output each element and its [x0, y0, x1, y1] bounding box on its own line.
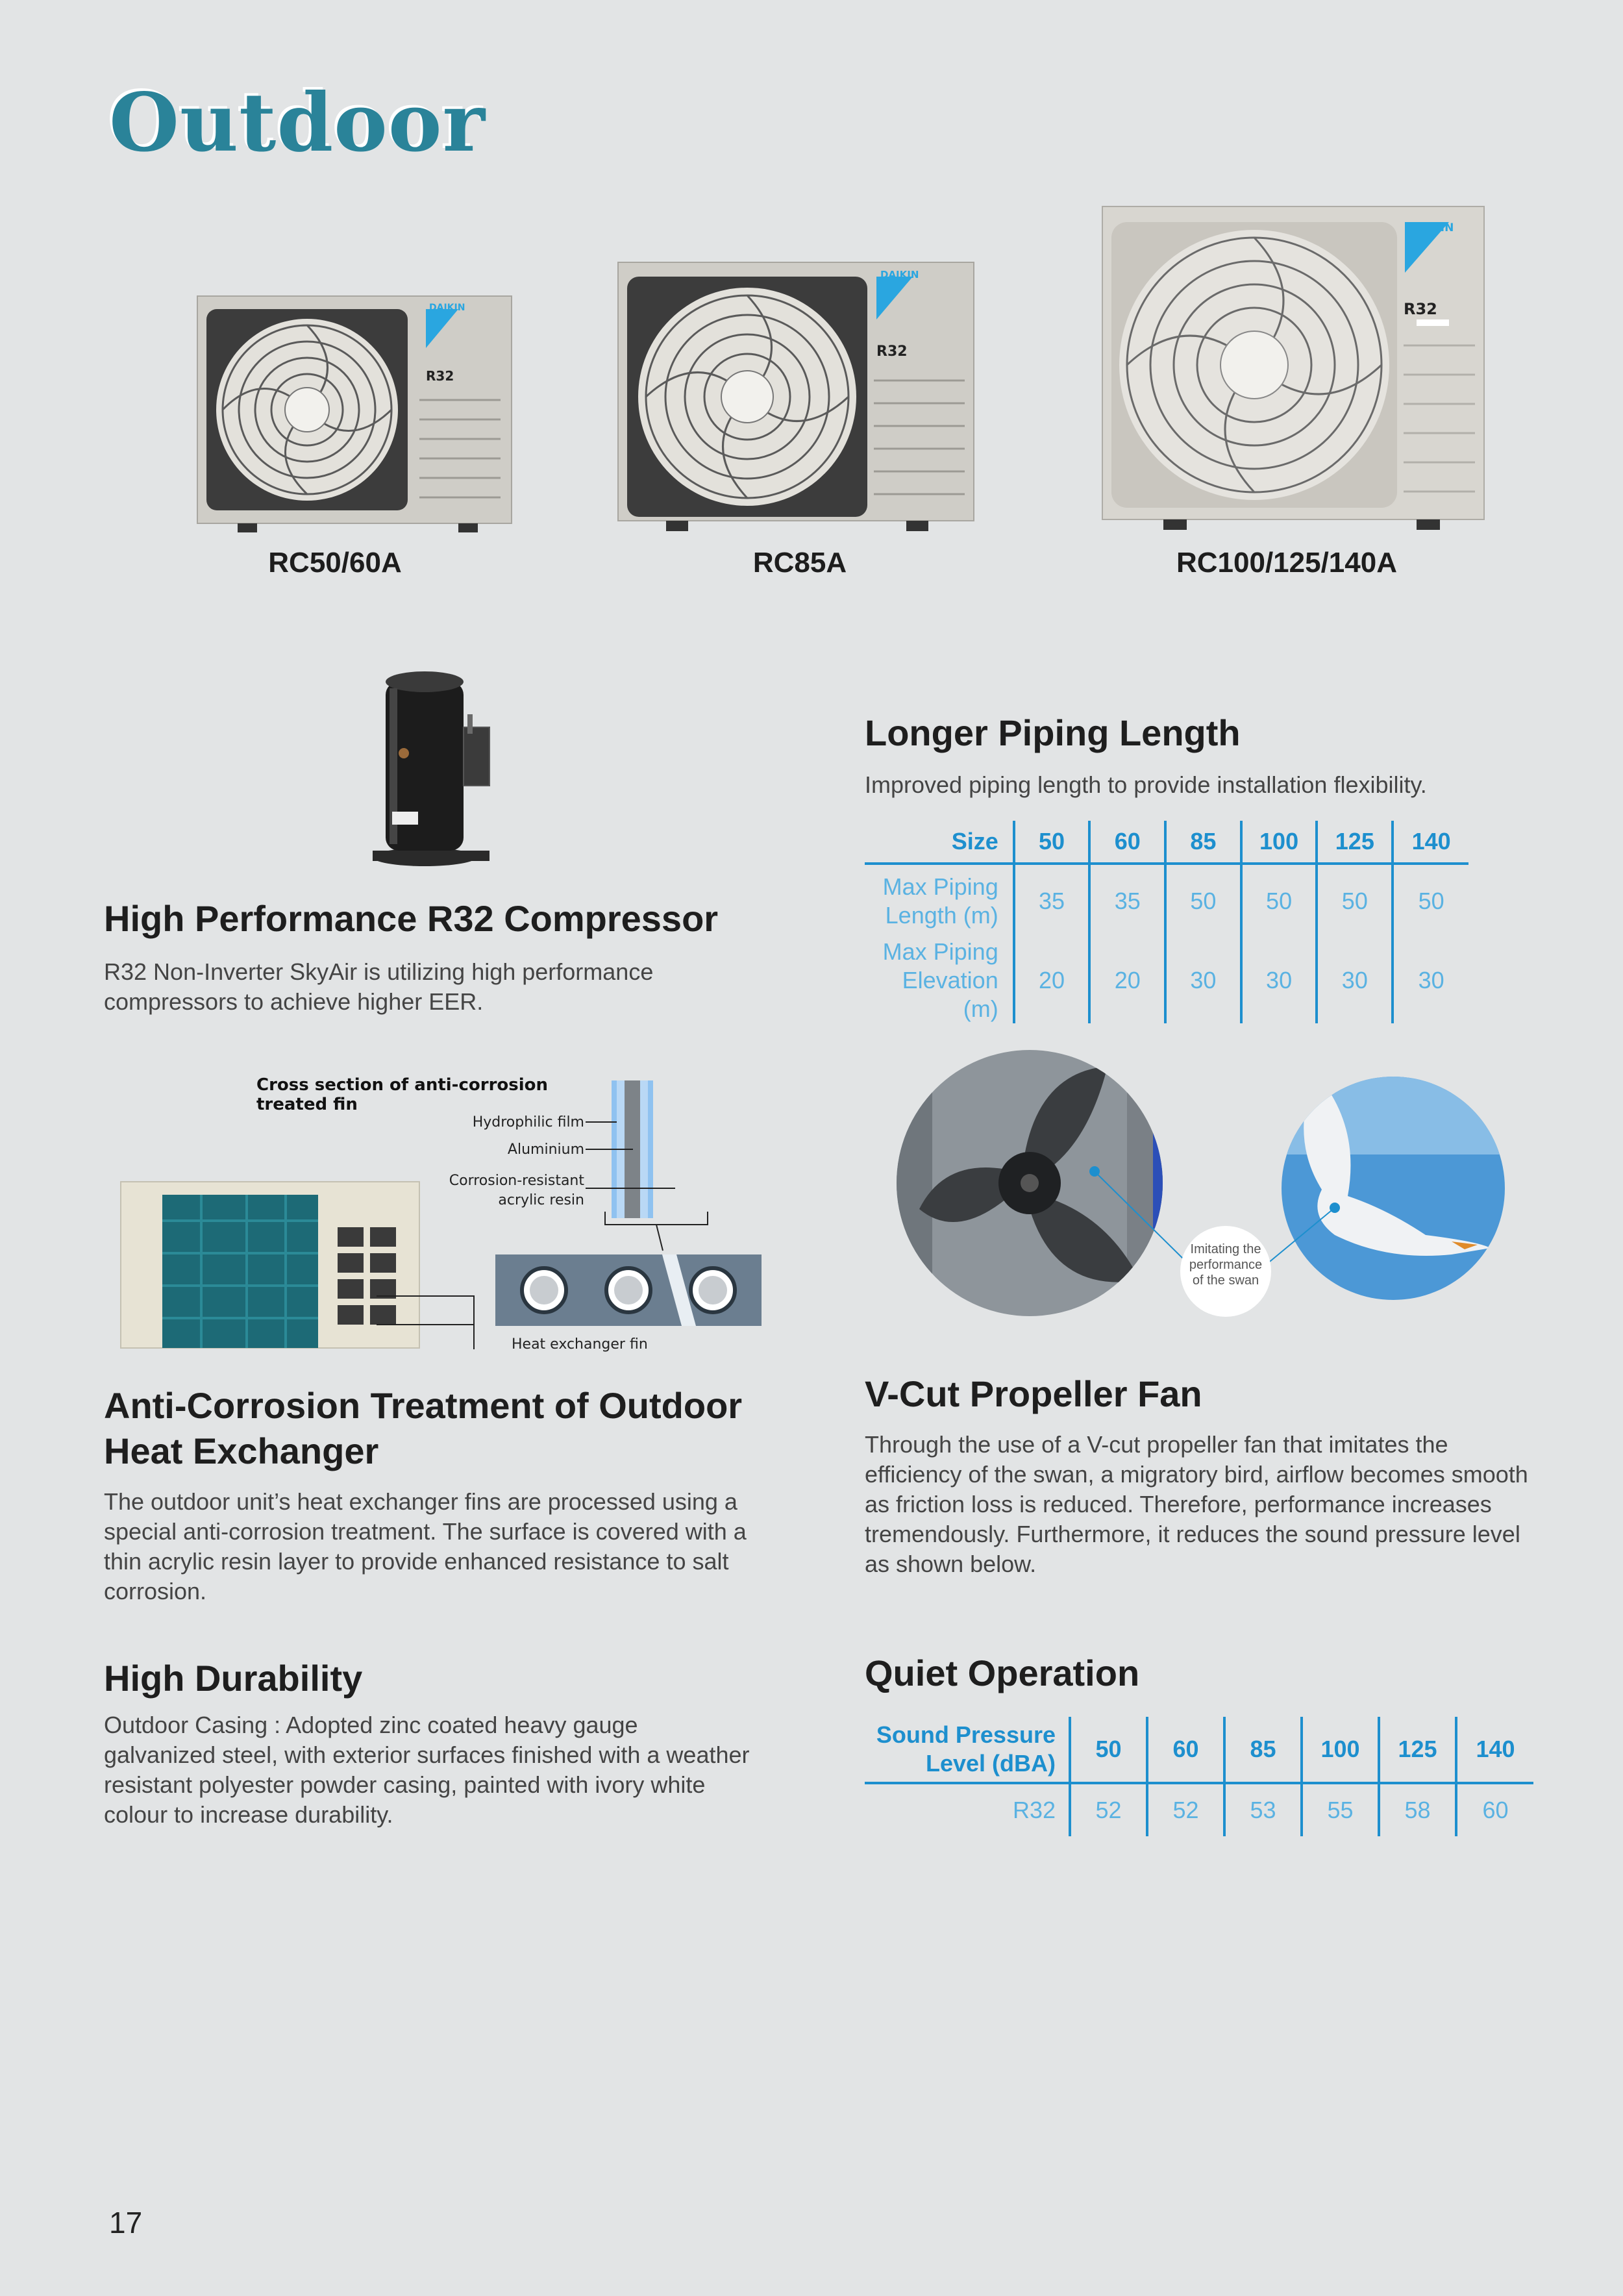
table-cell: 52	[1147, 1783, 1224, 1836]
quiet-heading: Quiet Operation	[865, 1653, 1140, 1693]
piping-size-col: 140	[1393, 821, 1468, 864]
diagram-title: Cross section of anti-corrosion treated fin	[256, 1075, 549, 1114]
outdoor-unit-image-large	[1098, 203, 1488, 534]
piping-heading: Longer Piping Length	[865, 712, 1241, 753]
table-cell: 60	[1456, 1783, 1533, 1836]
table-cell: 50	[1393, 864, 1468, 938]
table-cell: 35	[1089, 864, 1165, 938]
piping-size-col: 100	[1241, 821, 1317, 864]
table-cell: 30	[1317, 938, 1393, 1023]
unit-brand-logo: DAIKIN	[429, 303, 465, 313]
unit-brand-logo: DAIKIN	[880, 269, 919, 281]
row-label-r32: R32	[1012, 1797, 1056, 1823]
table-cell: 35	[1014, 864, 1090, 938]
anti-corrosion-diagram	[117, 1065, 779, 1357]
fin-cross-section-graphic	[117, 1065, 779, 1357]
quiet-size-col: 60	[1147, 1717, 1224, 1783]
unit-brand-logo: DAIKIN	[1410, 221, 1454, 234]
piping-size-col: 85	[1165, 821, 1241, 864]
fan-body: Through the use of a V-cut propeller fan that imitates the efficiency of the swan, a migratory bird, airflow becomes smooth as friction loss is reduced. Therefore, performance increases tremendously. Furthermore, it reduces the sound pressure level as shown below.	[865, 1431, 1528, 1577]
compressor-heading: High Performance R32 Compressor	[104, 898, 719, 939]
table-cell: 50	[1241, 864, 1317, 938]
piping-body: Improved piping length to provide installation flexibility.	[865, 771, 1427, 798]
page-number: 17	[109, 2206, 143, 2240]
durability-heading: High Durability	[104, 1658, 363, 1699]
unit-label-rc85a: RC85A	[752, 547, 847, 579]
swan-caption: Imitating the performance of the swan	[1189, 1242, 1263, 1288]
quiet-size-col: 100	[1302, 1717, 1379, 1783]
sound-pressure-table	[865, 1717, 1533, 1836]
layer-label-hydrophilic: Hydrophilic film	[472, 1114, 584, 1130]
layer-label-resin: Corrosion-resistant acrylic resin	[449, 1173, 584, 1208]
table-row	[865, 1783, 1533, 1836]
piping-size-col: 125	[1317, 821, 1393, 864]
outdoor-unit-image-medium	[614, 257, 978, 536]
corrosion-heading: Anti-Corrosion Treatment of Outdoor Heat Exchanger	[104, 1385, 743, 1471]
table-cell: 30	[1241, 938, 1317, 1023]
unit-refrigerant-label: R32	[876, 343, 908, 360]
table-row	[865, 864, 1468, 938]
piping-table-header	[865, 821, 1468, 864]
table-cell: 50	[1317, 864, 1393, 938]
durability-body: Outdoor Casing : Adopted zinc coated heavy gauge galvanized steel, with exterior surfaces finished with a weather resistant polyester powder casing, painted with ivory white colour to increase durability.	[104, 1712, 750, 1828]
quiet-size-col: 125	[1379, 1717, 1456, 1783]
unit-refrigerant-label: R32	[426, 368, 454, 384]
corrosion-body: The outdoor unit’s heat exchanger fins are processed using a special anti-corrosion treatment. The surface is covered with a thin acrylic resin layer to provide enhanced resistance to salt corrosion.	[104, 1488, 747, 1604]
page-title: Outdoor	[109, 76, 486, 170]
table-cell: 55	[1302, 1783, 1379, 1836]
piping-size-label: Size	[865, 821, 1014, 864]
layer-label-aluminium: Aluminium	[507, 1142, 584, 1158]
quiet-table-header	[865, 1717, 1533, 1783]
table-cell: 53	[1224, 1783, 1302, 1836]
compressor-body: R32 Non-Inverter SkyAir is utilizing high performance compressors to achieve higher EER.	[104, 958, 654, 1015]
quiet-size-col: 50	[1070, 1717, 1147, 1783]
row-label-max-piping-length: Max Piping Length (m)	[882, 873, 998, 929]
compressor-image	[373, 662, 502, 870]
fan-heading: V-Cut Propeller Fan	[865, 1373, 1202, 1414]
table-cell: 30	[1393, 938, 1468, 1023]
table-cell: 58	[1379, 1783, 1456, 1836]
heat-exchanger-fin-label: Heat exchanger fin	[512, 1336, 648, 1353]
unit-label-rc100-125-140a: RC100/125/140A	[1176, 547, 1397, 579]
table-cell: 30	[1165, 938, 1241, 1023]
outdoor-unit-image-small	[192, 290, 517, 536]
piping-size-col: 50	[1014, 821, 1090, 864]
quiet-size-col: 85	[1224, 1717, 1302, 1783]
unit-refrigerant-label: R32	[1404, 300, 1437, 318]
table-cell: 50	[1165, 864, 1241, 938]
sound-pressure-label: Sound Pressure Level (dBA)	[865, 1717, 1070, 1783]
piping-size-col: 60	[1089, 821, 1165, 864]
table-row	[865, 938, 1468, 1023]
table-cell: 52	[1070, 1783, 1147, 1836]
piping-length-table	[865, 821, 1468, 1023]
table-cell: 20	[1089, 938, 1165, 1023]
quiet-size-col: 140	[1456, 1717, 1533, 1783]
unit-label-rc50-60a: RC50/60A	[268, 547, 402, 579]
row-label-max-piping-elevation: Max Piping Elevation (m)	[882, 938, 998, 1022]
table-cell: 20	[1014, 938, 1090, 1023]
